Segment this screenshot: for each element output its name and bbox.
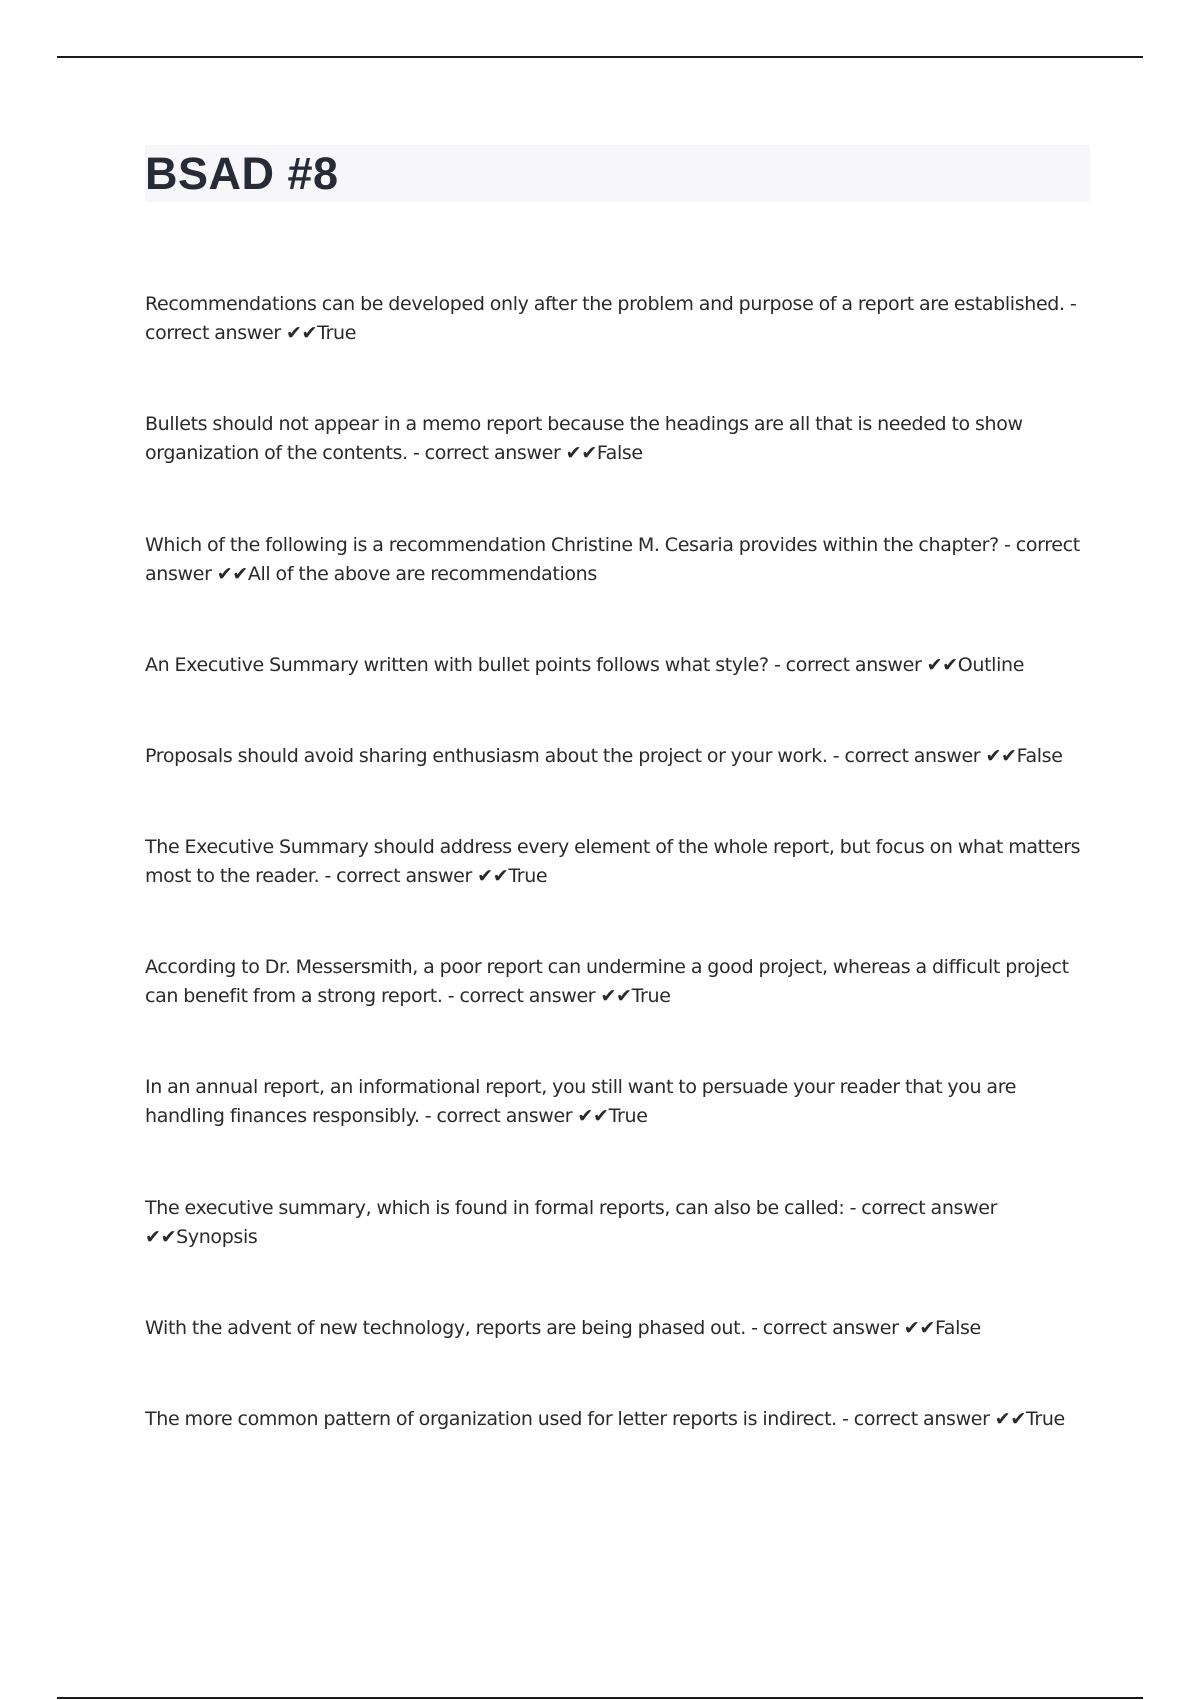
answer-marker: - correct answer ✔✔ [419, 1104, 609, 1127]
answer-text: All of the above are recommendations [247, 562, 597, 585]
question-text: Bullets should not appear in a memo report because the headings are all that is needed to show organization of the contents. [145, 413, 1023, 464]
question-text: The more common pattern of organization used for letter reports is indirect. [145, 1408, 837, 1430]
answer-text: True [508, 864, 548, 887]
page-title: BSAD #8 [145, 148, 339, 199]
answer-marker: - correct answer ✔✔ [407, 441, 597, 464]
answer-text: Outline [957, 654, 1025, 676]
answer-marker: - correct answer ✔✔ [319, 864, 509, 887]
answer-text: True [608, 1104, 648, 1127]
answer-marker: - correct answer ✔✔ [145, 1197, 998, 1248]
qa-item [145, 531, 1085, 588]
top-rule [57, 56, 1143, 58]
answer-text: True [631, 984, 671, 1007]
answer-marker: - correct answer ✔✔ [745, 1317, 935, 1339]
question-text: Proposals should avoid sharing enthusiasm about the project or your work. [145, 745, 828, 767]
answer-marker: - correct answer ✔✔ [827, 745, 1017, 767]
question-text: With the advent of new technology, reports are being phased out. [145, 1317, 746, 1339]
qa-item [145, 742, 1085, 771]
question-text: The executive summary, which is found in formal reports, can also be called: [145, 1197, 845, 1219]
answer-text: False [1016, 745, 1063, 767]
answer-text: True [1025, 1408, 1065, 1430]
answer-marker: - correct answer ✔✔ [145, 293, 1077, 344]
answer-text: Synopsis [176, 1225, 258, 1248]
qa-item [145, 1073, 1085, 1130]
question-text: According to Dr. Messersmith, a poor report can undermine a good project, whereas a difficult project can benefit from a strong report. [145, 956, 1069, 1007]
qa-item [145, 651, 1085, 680]
question-text: An Executive Summary written with bullet points follows what style? [145, 654, 769, 676]
qa-item [145, 290, 1085, 347]
qa-item [145, 410, 1085, 467]
answer-text: False [596, 441, 643, 464]
qa-item [145, 1405, 1085, 1434]
answer-marker: - correct answer ✔✔ [145, 534, 1080, 585]
answer-marker: - correct answer ✔✔ [836, 1408, 1026, 1430]
answer-text: True [317, 321, 357, 344]
question-text: The Executive Summary should address every element of the whole report, but focus on what matters most to the reader. [145, 836, 1081, 887]
answer-marker: - correct answer ✔✔ [442, 984, 632, 1007]
qa-item [145, 1194, 1085, 1251]
answer-text: False [934, 1317, 981, 1339]
question-text: In an annual report, an informational report, you still want to persuade your reader that you are handling finances responsibly. [145, 1076, 1017, 1127]
qa-item [145, 1314, 1085, 1343]
bottom-rule [57, 1697, 1143, 1699]
answer-marker: - correct answer ✔✔ [768, 654, 958, 676]
qa-item [145, 833, 1085, 890]
question-text: Recommendations can be developed only after the problem and purpose of a report are established. [145, 293, 1065, 315]
question-text: Which of the following is a recommendation Christine M. Cesaria provides within the chapter? [145, 534, 999, 556]
qa-item [145, 953, 1085, 1010]
